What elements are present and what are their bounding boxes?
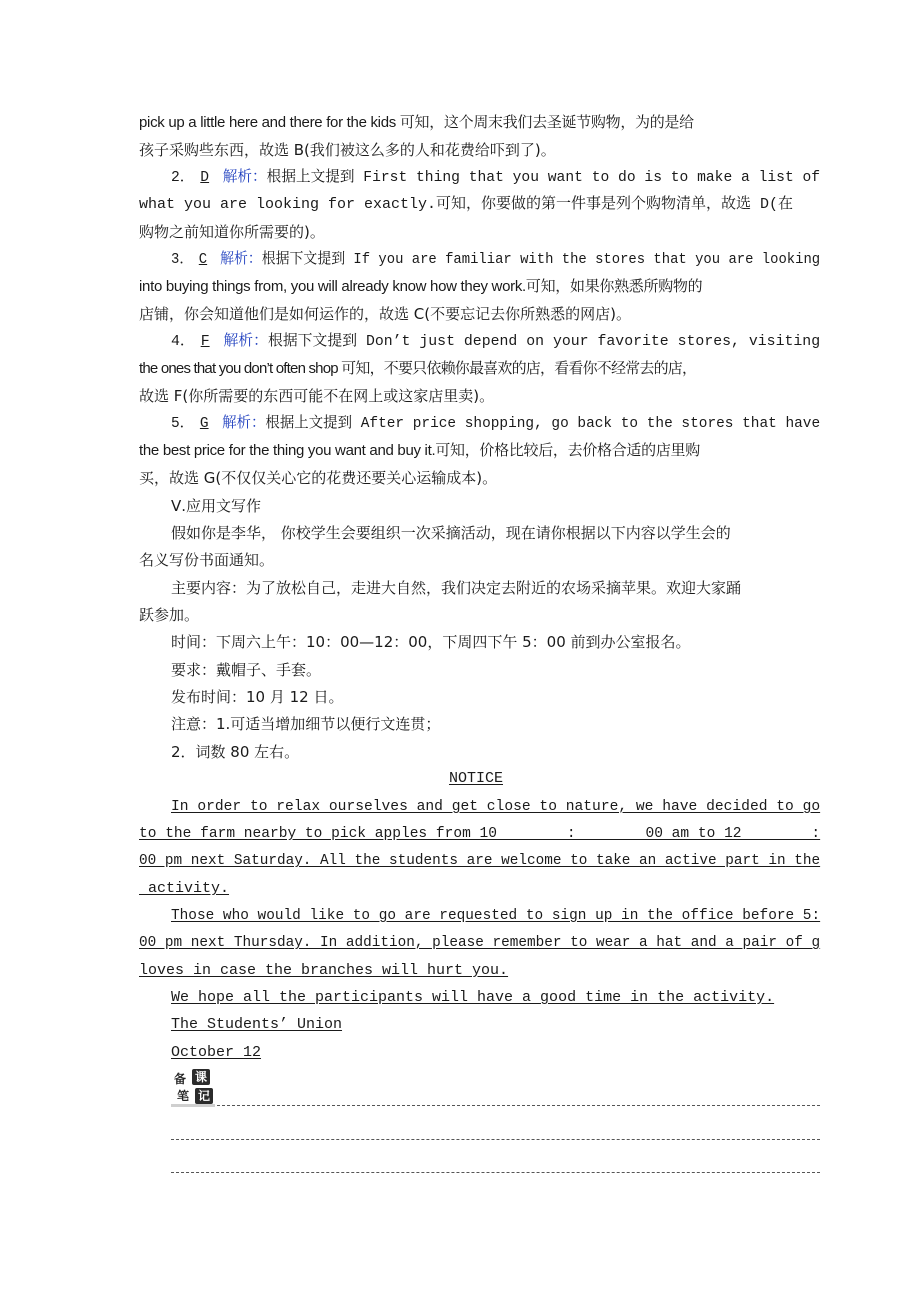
analysis-4-line-1: 4． F 解析：根据下文提到 Don’t just depend on your favorite stores, visiting — [171, 333, 821, 350]
analysis-5-line-2: the best price for the thing you want and buy it.可知，价格比较后，去价格合适的店里购 — [139, 442, 700, 459]
analysis-label: 解析： — [220, 251, 262, 268]
notice-date: October 12 — [171, 1044, 262, 1061]
analysis-4-line-2: the ones that you don’t often shop 可知，不要只依赖你最喜欢的店，看看你不经常去的店， — [139, 360, 697, 377]
notice-signature: The Students’ Union — [171, 1016, 343, 1033]
analysis-label: 解析： — [223, 333, 268, 350]
notes-logo-char: 记 — [195, 1088, 213, 1104]
notice-line-6: 00 pm next Thursday. In addition, please remember to wear a hat and a pair of g — [139, 934, 821, 951]
answer-letter: F — [200, 333, 210, 350]
analysis-5-line-1: 5． G 解析：根据上文提到 After price shopping, go back to the stores that have — [171, 415, 821, 432]
analysis-3-line-3: 店铺，你会知道他们是如何运作的，故选 C(不要忘记去你所熟悉的网店)。 — [139, 305, 631, 323]
notice-title: NOTICE — [448, 770, 503, 787]
notice-line-7: loves in case the branches will hurt you. — [139, 962, 509, 979]
writing-note-1: 注意：1.可适当增加细节以便行文连贯； — [171, 715, 441, 733]
analysis-2-line-3: 购物之前知道你所需要的)。 — [139, 223, 325, 241]
notice-line-4: activity. — [139, 880, 230, 897]
analysis-label: 解析： — [222, 415, 266, 432]
section-heading: Ⅴ.应用文写作 — [171, 497, 262, 515]
analysis-2-line-1: 2． D 解析：根据上文提到 First thing that you want to do is to make a list of — [171, 169, 821, 186]
analysis-2-line-2: what you are looking for exactly.可知，你要做的第一件事是列个购物清单，故选 D(在 — [139, 196, 794, 213]
writing-requirement: 要求：戴帽子、手套。 — [171, 661, 322, 679]
analysis-3-line-1: 3． C 解析：根据下文提到 If you are familiar with the stores that you are looking — [171, 251, 821, 268]
question-number: 3． — [171, 251, 194, 268]
notice-line-3: 00 pm next Saturday. All the students are welcome to take an active part in the — [139, 852, 821, 869]
notes-logo-char: 笔 — [176, 1089, 189, 1103]
writing-prompt-line-2: 名义写份书面通知。 — [139, 551, 275, 569]
question-number: 2． — [171, 169, 195, 186]
notes-line — [217, 1105, 820, 1106]
notes-logo-underline — [171, 1104, 215, 1107]
writing-prompt-line-1: 假如你是李华， 你校学生会要组织一次采摘活动，现在请你根据以下内容以学生会的 — [171, 524, 731, 542]
notes-logo-char: 备 — [173, 1072, 186, 1086]
writing-release-date: 发布时间：10 月 12 日。 — [171, 688, 344, 706]
analysis-3-line-2: into buying things from, you will already know how they work.可知，如果你熟悉所购物的 — [139, 278, 703, 295]
analysis-1-line-2: 孩子采购些东西，故选 B(我们被这么多的人和花费给吓到了)。 — [139, 141, 556, 159]
answer-letter: D — [200, 169, 210, 186]
notice-line-2: to the farm nearby to pick apples from 10 : 00 am to 12 : — [139, 825, 821, 842]
writing-note-2: 2．词数 80 左右。 — [171, 743, 300, 761]
notes-line — [171, 1172, 820, 1173]
notice-line-5: Those who would like to go are requested to sign up in the office before 5: — [171, 907, 821, 924]
writing-content-line-1: 主要内容：为了放松自己，走进大自然，我们决定去附近的农场采摘苹果。欢迎大家踊 — [171, 579, 742, 597]
analysis-label: 解析： — [222, 169, 267, 186]
notice-line-8: We hope all the participants will have a good time in the activity. — [171, 989, 775, 1006]
answer-letter: C — [198, 251, 208, 268]
notes-logo-char: 课 — [192, 1069, 210, 1085]
writing-content-line-2: 跃参加。 — [139, 606, 200, 624]
answer-letter: G — [199, 415, 209, 432]
question-number: 4． — [171, 333, 195, 350]
notes-line — [171, 1139, 820, 1140]
question-number: 5． — [171, 415, 195, 432]
writing-time: 时间：下周六上午：10：00—12：00，下周四下午 5：00 前到办公室报名。 — [171, 633, 691, 651]
analysis-1-line-1: pick up a little here and there for the kids 可知，这个周末我们去圣诞节购物，为的是给 — [139, 114, 694, 131]
notice-line-1: In order to relax ourselves and get close to nature, we have decided to go — [171, 798, 821, 815]
lesson-notes-logo — [171, 1069, 215, 1107]
analysis-4-line-3: 故选 F(你所需要的东西可能不在网上或这家店里卖)。 — [139, 387, 495, 405]
analysis-5-line-3: 买，故选 G(不仅仅关心它的花费还要关心运输成本)。 — [139, 469, 498, 487]
